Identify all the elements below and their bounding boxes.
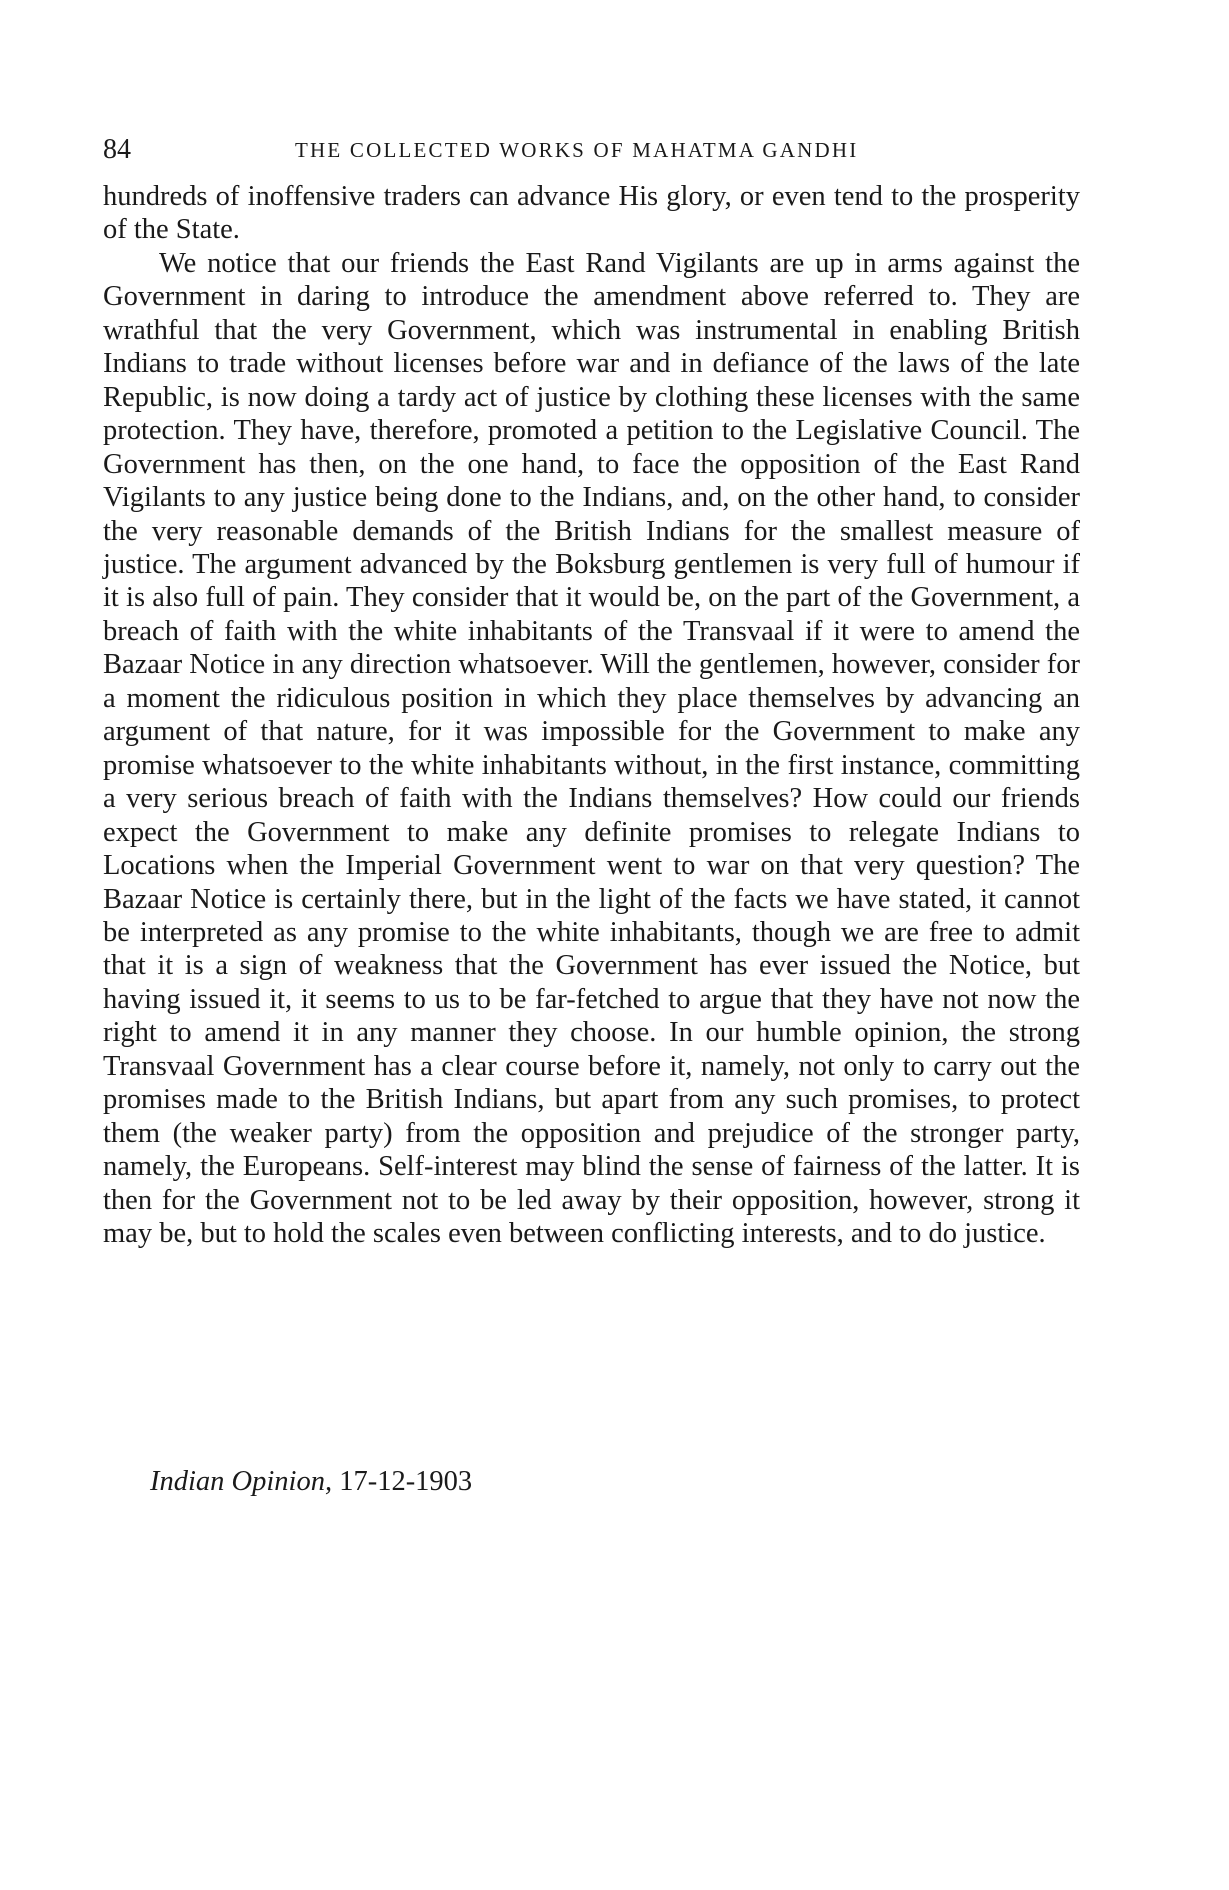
source-citation <box>150 1465 472 1499</box>
paragraph-main: We notice that our friends the East Rand Vigilants are up in arms against the Government in daring to introduce the amendment above referred to. They are wrathful that the very Government, which was instrumental in enabling British Indians to trade without licenses before war and in defiance of the laws of the late Republic, is now doing a tardy act of justice by clothing these licenses with the same protection. They have, therefore, promoted a petition to the Legislative Council. The Government has then, on the one hand, to face the opposition of the East Rand Vigilants to any justice being done to the Indians, and, on the other hand, to consider the very reasonable demands of the British Indians for the smallest measure of justice. The argument advanced by the Boksburg gentlemen is very full of humour if it is also full of pain. They consider that it would be, on the part of the Government, a breach of faith with the white inhabitants of the Transvaal if it were to amend the Bazaar Notice in any direction whatsoever. Will the gentlemen, however, consider for a moment the ridiculous position in which they place themselves by advancing an argument of that nature, for it was impossible for the Government to make any promise whatsoever to the white inhabitants without, in the first instance, committing a very serious breach of faith with the Indians themselves? How could our friends expect the Government to make any definite promises to relegate Indians to Locations when the Imperial Government went to war on that very question? The Bazaar Notice is certainly there, but in the light of the facts we have stated, it cannot be interpreted as any promise to the white inhabitants, though we are free to admit that it is a sign of weakness that the Government has ever issued the Notice, but having issued it, it seems to us to be far-fetched to argue that they have not now the right to amend it in any manner they choose. In our humble opinion, the strong Transvaal Government has a clear course before it, namely, not only to carry out the promises made to the British Indians, but apart from any such promises, to protect them (the weaker party) from the opposition and prejudice of the stronger party, namely, the Europeans. Self-interest may blind the sense of fairness of the latter. It is then for the Government not to be led away by their opposition, however, strong it may be, but to hold the scales even between conflicting interests, and to do justice. <box>103 247 1080 1250</box>
page-header <box>103 130 1083 170</box>
source-publication: Indian Opinion, <box>150 1466 333 1497</box>
running-head: THE COLLECTED WORKS OF MAHATMA GANDHI <box>295 138 859 162</box>
source-date: 17-12-1903 <box>339 1466 473 1497</box>
body-text <box>103 180 1080 1251</box>
paragraph-continuation: hundreds of inoffensive traders can advance His glory, or even tend to the prosperity of the State. <box>103 181 1080 246</box>
page-number: 84 <box>103 134 131 165</box>
